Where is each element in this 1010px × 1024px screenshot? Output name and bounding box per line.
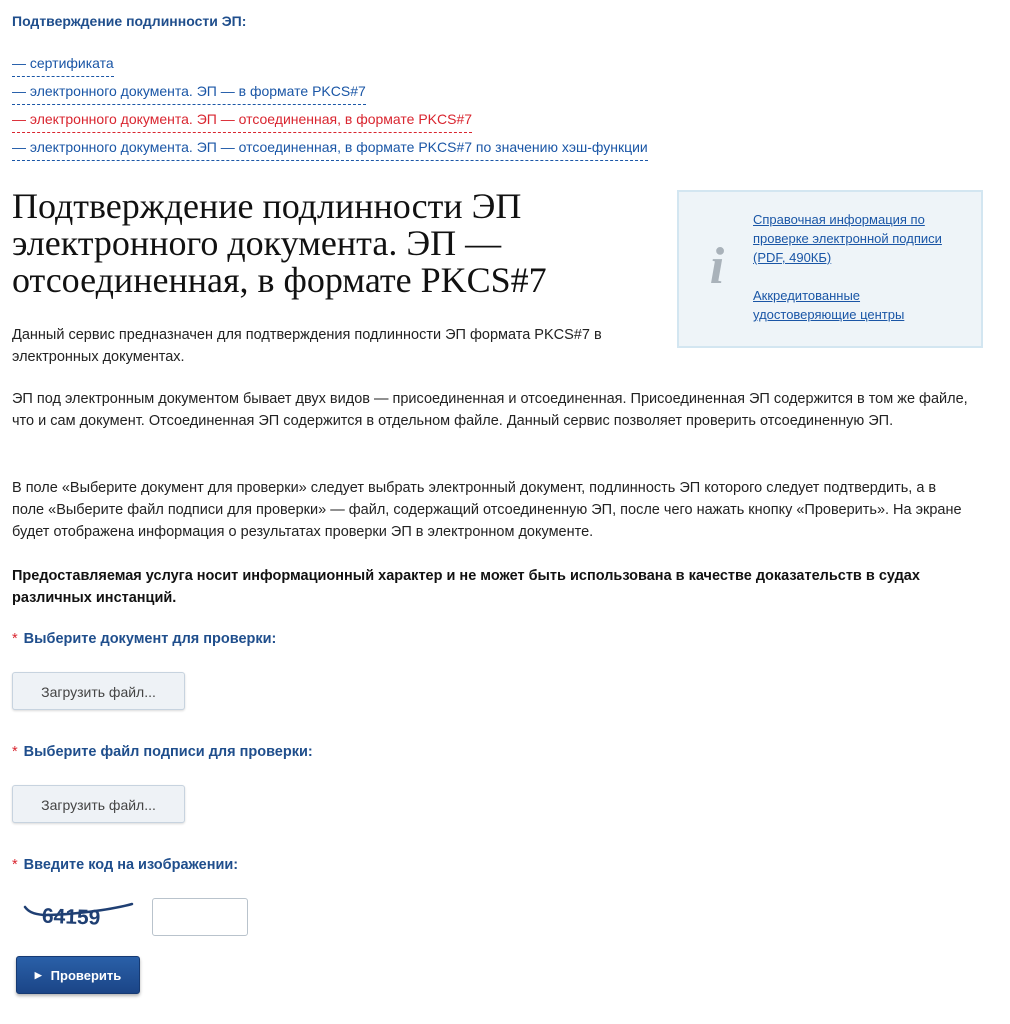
document-label-text: Выберите документ для проверки:: [23, 631, 277, 647]
required-mark: *: [12, 631, 18, 647]
description-paragraph: Данный сервис предназначен для подтверждения подлинности ЭП формата PKCS#7 в электронных документах.: [12, 327, 602, 365]
info-link-reference-pdf[interactable]: Справочная информация по проверке электронной подписи (PDF, 490КБ): [753, 212, 942, 265]
signature-label-text: Выберите файл подписи для проверки:: [23, 744, 313, 760]
captcha-code: 64159: [41, 904, 101, 930]
description-paragraph: ЭП под электронным документом бывает двух видов — присоединенная и отсоединенная. Присоединенная ЭП содержится в том же файле, что и сам документ. Отсоединенная ЭП содержится в отдельном файле. Данный сервис позволяет проверить отсоединенную ЭП.: [12, 391, 968, 429]
nav-link-pkcs7[interactable]: — электронного документа. ЭП — в формате PKCS#7: [12, 83, 366, 105]
disclaimer-paragraph: Предоставляемая услуга носит информационный характер и не может быть использована в качестве доказательств в судах различных инстанций.: [12, 568, 920, 606]
info-link-accredited-centers[interactable]: Аккредитованные удостоверяющие центры: [753, 288, 905, 322]
page-title: Подтверждение подлинности ЭП электронного документа. ЭП — отсоединенная, в формате PKCS#7: [12, 186, 547, 300]
required-mark: *: [12, 857, 18, 873]
play-icon: ▶: [34, 969, 42, 980]
document-field-label: [12, 631, 276, 647]
description-paragraph: В поле «Выберите документ для проверки» следует выбрать электронный документ, подлинность ЭП которого следует подтвердить, а в поле «Выберите файл подписи для проверки» — файл, содержащий отсоединенную ЭП, после чего нажать кнопку «Проверить». На экране будет отображена информация о результатах проверки ЭП в электронном документе.: [12, 480, 962, 540]
section-title: Подтверждение подлинности ЭП:: [12, 13, 247, 29]
info-links: [753, 210, 958, 324]
nav-links: [12, 55, 648, 161]
captcha-label-text: Введите код на изображении:: [23, 857, 239, 873]
nav-link-certificate[interactable]: — сертификата: [12, 55, 114, 77]
info-box: [677, 190, 983, 348]
nav-link-pkcs7-detached[interactable]: — электронного документа. ЭП — отсоединенная, в формате PKCS#7: [12, 111, 472, 133]
info-icon: i: [709, 238, 725, 295]
nav-link-pkcs7-detached-hash[interactable]: — электронного документа. ЭП — отсоединенная, в формате PKCS#7 по значению хэш-функции: [12, 139, 648, 161]
submit-button-label: Проверить: [50, 967, 122, 983]
captcha-input[interactable]: [152, 898, 248, 936]
upload-signature-button[interactable]: Загрузить файл...: [12, 785, 185, 823]
submit-button[interactable]: [16, 956, 140, 994]
captcha-field-label: [12, 857, 238, 873]
required-mark: *: [12, 744, 18, 760]
upload-document-button[interactable]: Загрузить файл...: [12, 672, 185, 710]
signature-field-label: [12, 744, 313, 760]
captcha-image: [20, 896, 140, 936]
